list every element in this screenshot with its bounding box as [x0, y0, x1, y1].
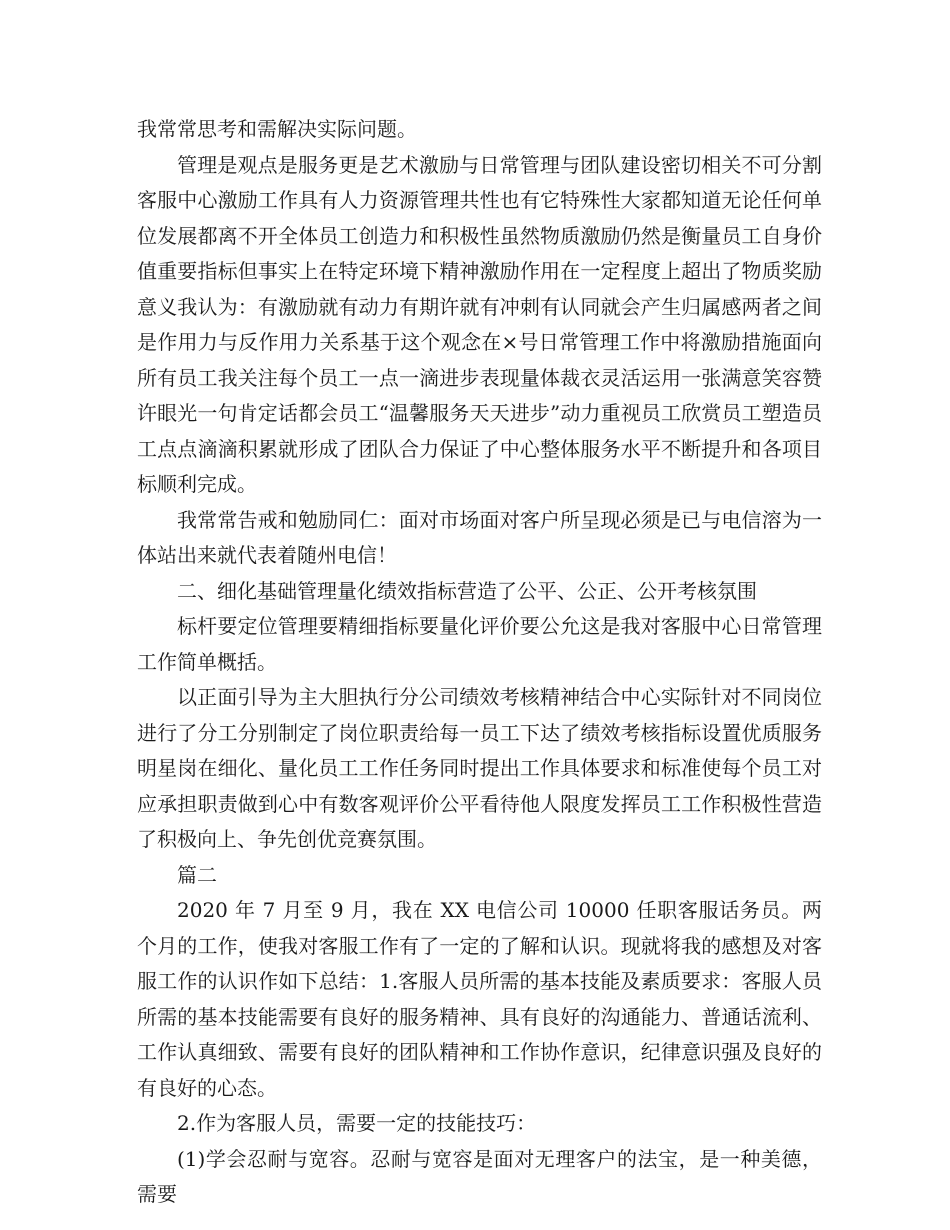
- document-body: [137, 112, 822, 1213]
- paragraph-1: 我常常思考和需解决实际问题。: [137, 117, 417, 141]
- part-heading: 篇二: [177, 862, 217, 887]
- section-heading-2: 二、细化基础管理量化绩效指标营造了公平、公正、公开考核氛围: [177, 578, 757, 603]
- paragraph-3: 我常常告戒和勉励同仁：面对市场面对客户所呈现必须是已与电信溶为一体站出来就代表着随州电信！: [137, 507, 822, 567]
- paragraph-6: 2020 年 7 月至 9 月，我在 XX 电信公司 10000 任职客服话务员。两个月的工作，使我对客服工作有了一定的了解和认识。现就将我的感想及对客服工作的认识作如下总结：1.客服人员所需的基本技能及素质要求：客服人员所需的基本技能需要有良好的服务精神、具有良好的沟通能力、普通话流利、工作认真细致、需要有良好的团队精神和工作协作意识，纪律意识强及良好的有良好的心态。: [137, 898, 822, 1100]
- paragraph-5: 以正面引导为主大胆执行分公司绩效考核精神结合中心实际针对不同岗位进行了分工分别制定了岗位职责给每一员工下达了绩效考核指标设置优质服务明星岗在细化、量化员工工作任务同时提出工作具体要求和标准使每个员工对应承担职责做到心中有数客观评价公平看待他人限度发挥员工工作积极性营造了积极向上、争先创优竞赛氛围。: [137, 685, 822, 851]
- paragraph-2: 管理是观点是服务更是艺术激励与日常管理与团队建设密切相关不可分割客服中心激励工作具有人力资源管理共性也有它特殊性大家都知道无论任何单位发展都离不开全体员工创造力和积极性虽然物质激励仍然是衡量员工自身价值重要指标但事实上在特定环境下精神激励作用在一定程度上超出了物质奖励意义我认为：有激励就有动力有期许就有冲刺有认同就会产生归属感两者之间是作用力与反作用力关系基于这个观念在×号日常管理工作中将激励措施面向所有员工我关注每个员工一点一滴进步表现量体裁衣灵活运用一张满意笑容赞许眼光一句肯定话都会员工“温馨服务天天进步”动力重视员工欣赏员工塑造员工点点滴滴积累就形成了团队合力保证了中心整体服务水平不断提升和各项目标顺利完成。: [137, 152, 822, 496]
- paragraph-7: 2.作为客服人员，需要一定的技能技巧：: [177, 1111, 537, 1135]
- paragraph-4: 标杆要定位管理要精细指标要量化评价要公允这是我对客服中心日常管理工作简单概括。: [137, 614, 822, 674]
- paragraph-8: (1)学会忍耐与宽容。忍耐与宽容是面对无理客户的法宝，是一种美德，需要: [137, 1146, 822, 1206]
